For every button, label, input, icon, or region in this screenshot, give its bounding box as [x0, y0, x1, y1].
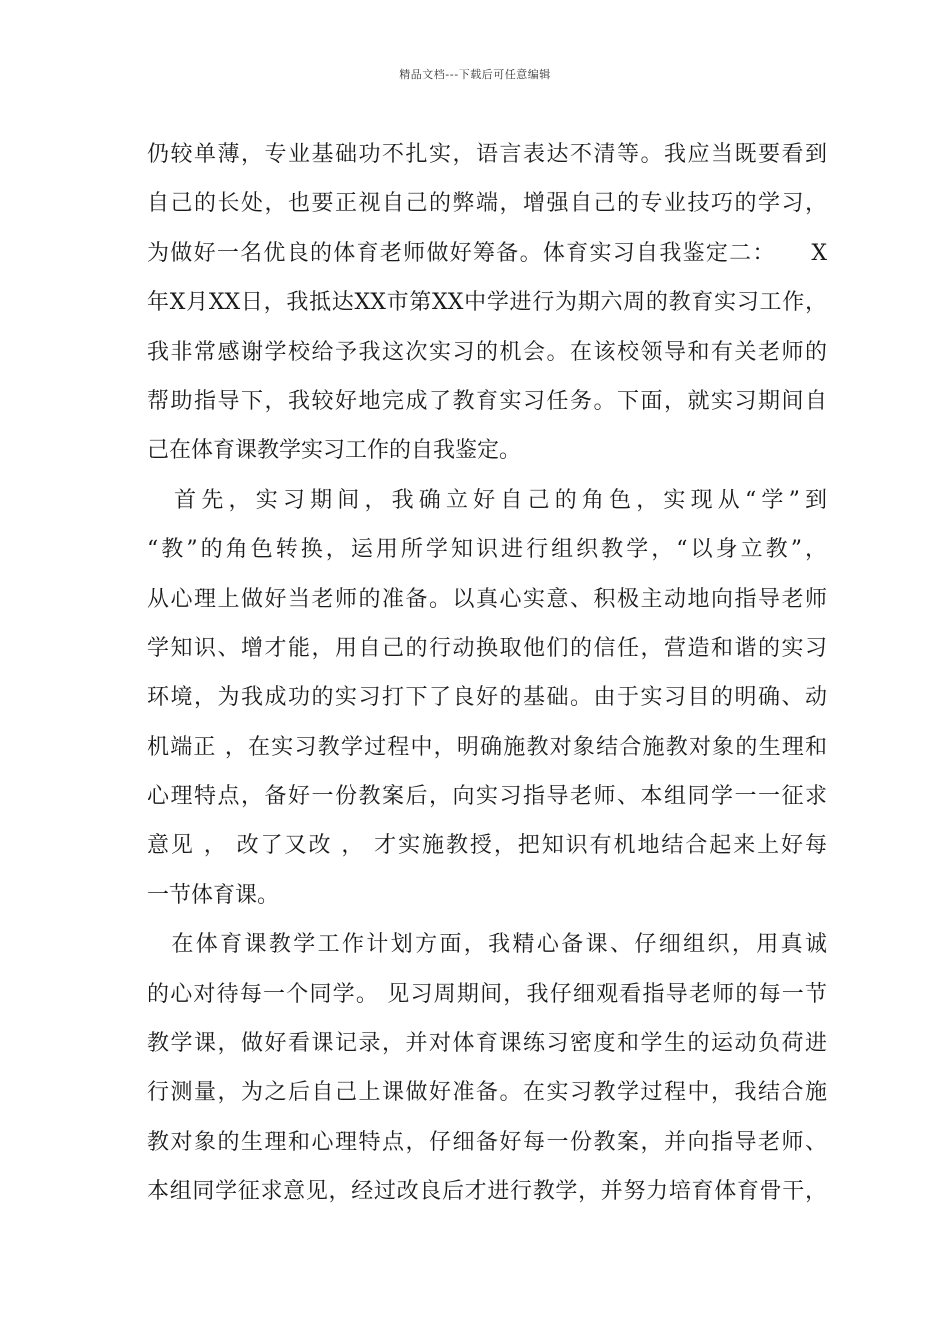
text-line: 的心对待每一个同学。 见习周期间，我仔细观看指导老师的每一节 — [147, 981, 827, 1007]
text-line: 自己的长处，也要正视自己的弊端，增强自己的专业技巧的学习， — [147, 191, 827, 217]
paragraph-start-line: 首先，实习期间，我确立好自己的角色，实现从“学”到 — [147, 487, 827, 513]
text-line: 心理特点，备好一份教案后，向实习指导老师、本组同学一一征求 — [147, 784, 827, 810]
text-line: 本组同学征求意见，经过改良后才进行教学，并努力培育体育骨干， — [147, 1179, 827, 1205]
text-line: 仍较单薄，专业基础功不扎实，语言表达不清等。我应当既要看到 — [147, 142, 827, 167]
text-line: 学知识、增才能，用自己的行动换取他们的信任，营造和谐的实习 — [147, 635, 827, 661]
text-line: “教”的角色转换，运用所学知识进行组织教学，“以身立教”， — [147, 537, 827, 563]
text-line: 为做好一名优良的体育老师做好筹备。体育实习自我鉴定二： X — [147, 240, 827, 266]
text-line: 帮助指导下，我较好地完成了教育实习任务。下面，就实习期间自 — [147, 388, 827, 414]
text-line: 从心理上做好当老师的准备。以真心实意、积极主动地向指导老师 — [147, 586, 827, 612]
text-line: 我非常感谢学校给予我这次实习的机会。在该校领导和有关老师的 — [147, 339, 827, 365]
text-line: 年X月XX日，我抵达XX市第XX中学进行为期六周的教育实习工作， — [147, 290, 827, 316]
text-line: 教对象的生理和心理特点，仔细备好每一份教案，并向指导老师、 — [147, 1129, 827, 1155]
text-line: 己在体育课教学实习工作的自我鉴定。 — [147, 438, 522, 464]
text-line: 教学课，做好看课记录，并对体育课练习密度和学生的运动负荷进 — [147, 1031, 827, 1057]
paragraph-start-line: 在体育课教学工作计划方面，我精心备课、仔细组织，用真诚 — [147, 932, 827, 958]
text-line: 意见 ， 改了又改 ， 才实施教授，把知识有机地结合起来上好每 — [147, 833, 827, 859]
document-body — [147, 130, 827, 1217]
text-line: 环境，为我成功的实习打下了良好的基础。由于实习目的明确、动 — [147, 685, 827, 711]
text-line: 机端正 ，在实习教学过程中，明确施教对象结合施教对象的生理和 — [147, 734, 827, 760]
text-line: 行测量，为之后自己上课做好准备。在实习教学过程中，我结合施 — [147, 1080, 827, 1106]
text-line: 一节体育课。 — [147, 882, 280, 908]
page-header: 精品文档---下载后可任意编辑 — [399, 68, 551, 81]
